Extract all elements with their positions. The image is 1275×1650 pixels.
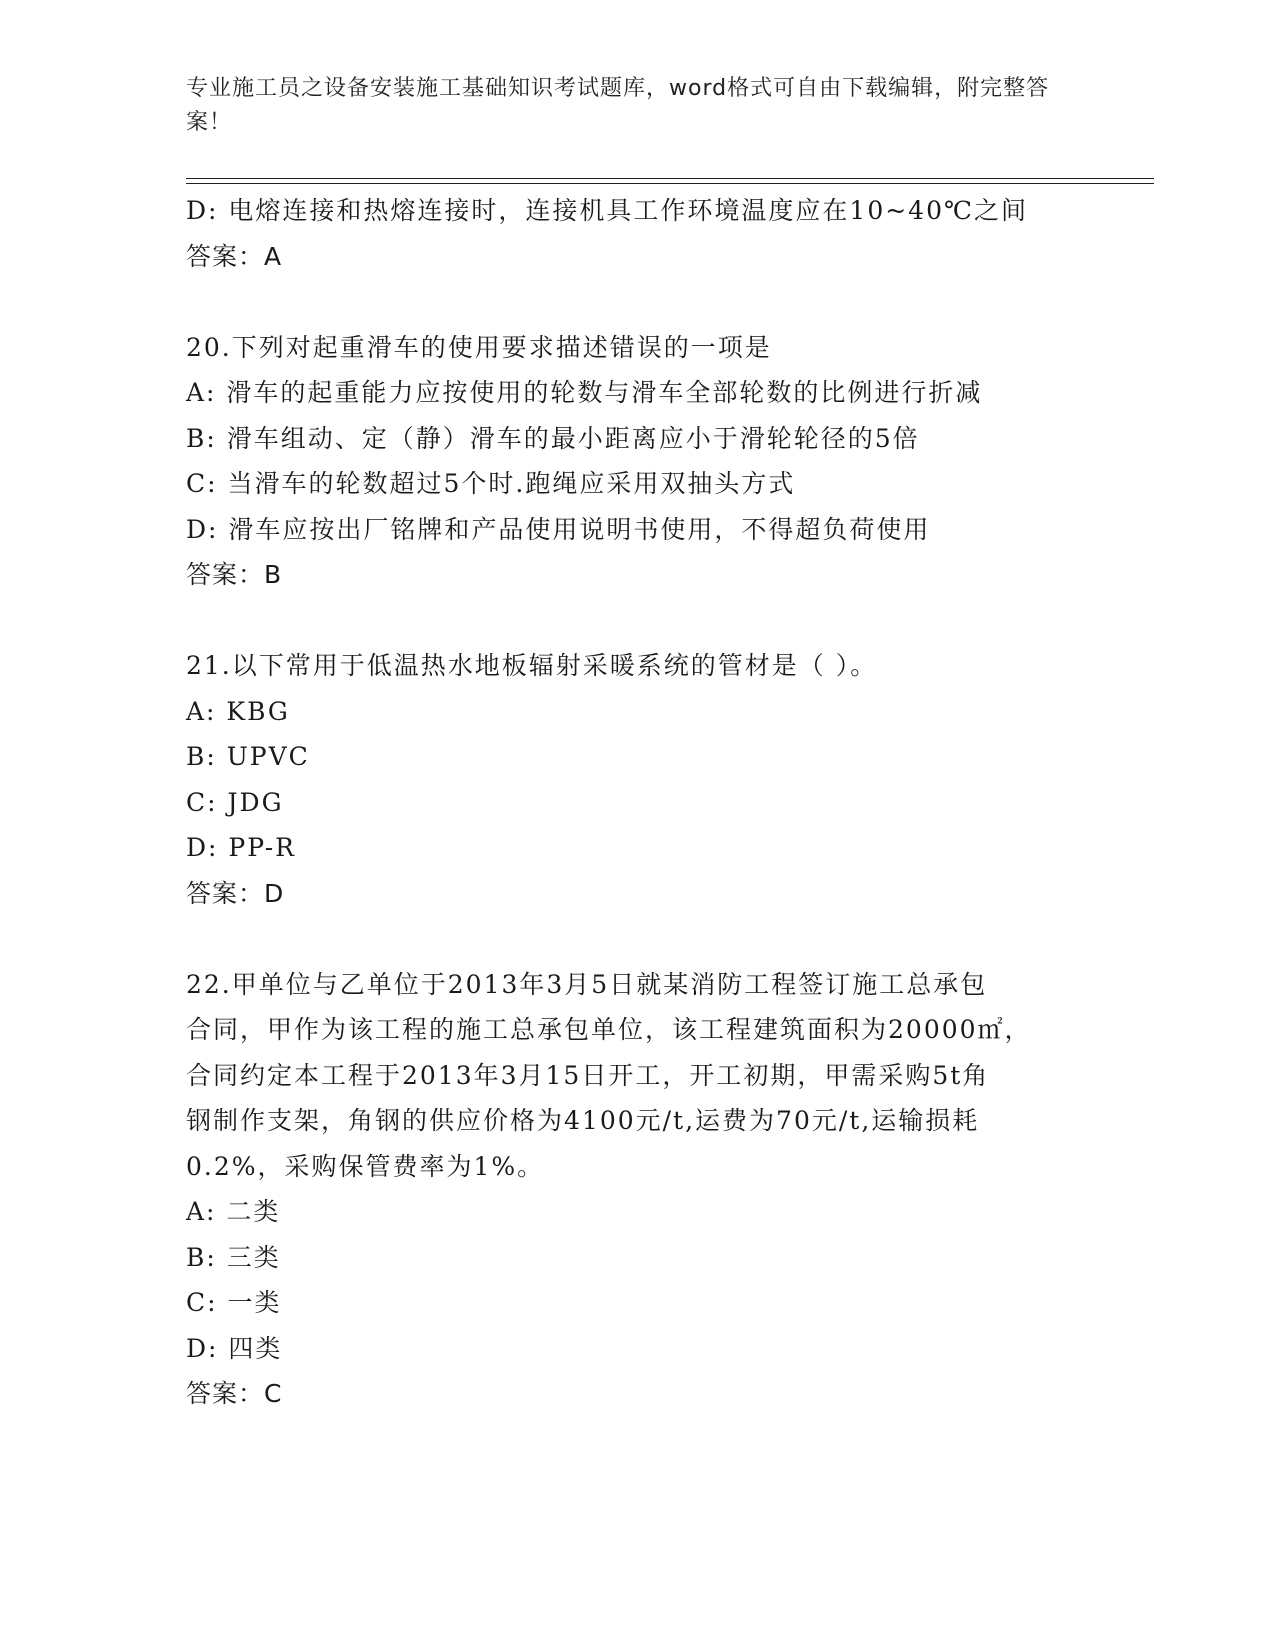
option-b: B: 三类: [186, 1242, 281, 1272]
option-d: D: 电熔连接和热熔连接时，连接机具工作环境温度应在10~40℃之间: [186, 196, 1028, 225]
question-stem: 21.以下常用于低温热水地板辐射采暖系统的管材是（ ）。: [186, 651, 878, 680]
answer-line: 答案：C: [186, 1379, 283, 1408]
question-stem-line: 22.甲单位与乙单位于2013年3月5日就某消防工程签订施工总承包: [186, 969, 988, 999]
option-d: D: 滑车应按出厂铭牌和产品使用说明书使用，不得超负荷使用: [186, 514, 931, 544]
question-stem-line: 钢制作支架，角钢的供应价格为4100元/t,运费为70元/t,运输损耗: [186, 1106, 980, 1135]
option-a: A: 二类: [186, 1197, 281, 1226]
option-c: C: 当滑车的轮数超过5个时.跑绳应采用双抽头方式: [186, 469, 796, 498]
answer-line: 答案：B: [186, 560, 283, 589]
option-b: B: UPVC: [186, 742, 310, 771]
document-body: [186, 188, 1086, 1417]
question-stem-line: 0.2%，采购保管费率为1%。: [186, 1151, 545, 1181]
option-c: C: JDG: [186, 787, 284, 817]
page-header: 专业施工员之设备安装施工基础知识考试题库，word格式可自由下载编辑，附完整答案！: [186, 76, 1050, 135]
answer-line: 答案：D: [186, 878, 285, 908]
option-a: A: KBG: [186, 696, 290, 726]
question-stem: 20.下列对起重滑车的使用要求描述错误的一项是: [186, 332, 772, 362]
option-a: A: 滑车的起重能力应按使用的轮数与滑车全部轮数的比例进行折减: [186, 378, 983, 407]
option-d: D: 四类: [186, 1333, 283, 1363]
answer-line: 答案：A: [186, 241, 283, 271]
option-b: B: 滑车组动、定（静）滑车的最小距离应小于滑轮轮径的5倍: [186, 423, 920, 453]
header-divider: [186, 178, 1154, 184]
question-stem-line: 合同约定本工程于2013年3月15日开工，开工初期，甲需采购5t角: [186, 1060, 990, 1090]
option-c: C: 一类: [186, 1288, 282, 1317]
question-stem-line: 合同，甲作为该工程的施工总承包单位，该工程建筑面积为20000㎡，: [186, 1015, 1032, 1044]
option-d: D: PP-R: [186, 833, 296, 862]
